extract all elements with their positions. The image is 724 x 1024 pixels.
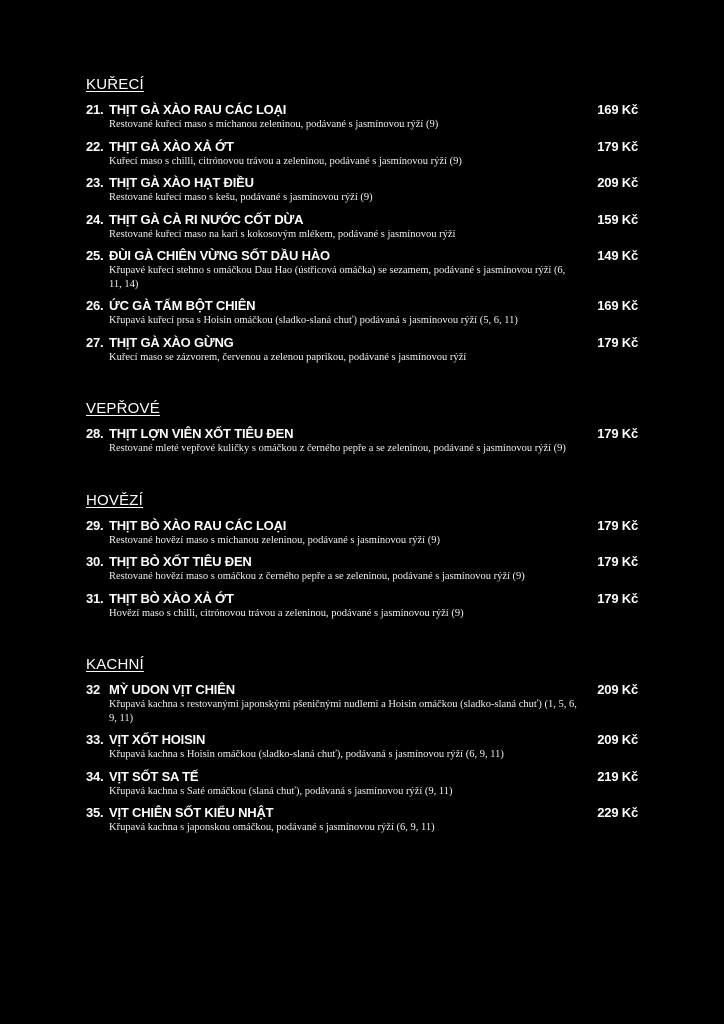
item-price: 169 Kč (597, 102, 638, 117)
section-title: VEPŘOVÉ (86, 400, 160, 417)
item-number: 31. (86, 590, 104, 606)
item-price: 179 Kč (597, 334, 638, 350)
menu-item (86, 175, 646, 205)
section-items (86, 518, 646, 621)
section-items (86, 426, 646, 456)
section-title: HOVĚZÍ (86, 491, 144, 509)
menu-item (86, 102, 646, 132)
item-name: VỊT CHIÊN SỐT KIỂU NHẬT (109, 805, 274, 820)
menu-section-0 (86, 76, 646, 364)
item-price: 149 Kč (597, 248, 638, 263)
menu-item (86, 298, 646, 328)
item-price: 229 Kč (597, 805, 638, 820)
menu-section-1 (86, 400, 646, 456)
item-number: 34. (86, 768, 104, 784)
menu-item (86, 426, 646, 456)
item-description: Kuřecí maso s chilli, citrónovou trávou a zeleninou, podávané s jasmínovou rýží (9) (109, 155, 462, 167)
item-number: 35. (86, 805, 104, 820)
item-name: THỊT GÀ CÀ RI NƯỚC CỐT DỪA (109, 211, 304, 227)
item-number: 21. (86, 102, 104, 117)
item-description: Hovězí maso s chilli, citrónovou trávou a zeleninou, podávané s jasmínovou rýží (9) (109, 607, 464, 619)
item-name: VỊT XỐT HOISIN (109, 732, 206, 747)
item-name: THỊT GÀ XÀO HẠT ĐIỀU (109, 175, 254, 190)
item-price: 179 Kč (597, 517, 638, 533)
item-price: 209 Kč (597, 732, 638, 747)
item-name: THỊT LỢN VIÊN XỐT TIÊU ĐEN (109, 426, 294, 441)
item-name: THỊT BÒ XÀO RAU CÁC LOẠI (109, 517, 287, 533)
item-price: 179 Kč (597, 426, 638, 441)
menu-item (86, 682, 646, 725)
menu-page (86, 76, 646, 871)
item-description: Křupavá kachna s japonskou omáčkou, podávané s jasmínovou rýží (6, 9, 11) (109, 822, 435, 833)
menu-item (86, 139, 646, 169)
item-number: 24. (86, 211, 104, 227)
item-number: 33. (86, 732, 104, 747)
section-items (86, 102, 646, 364)
item-description: Křupavá kachna s Saté omáčkou (slaná chuť), podávaná s jasmínovou rýží (9, 11) (109, 785, 453, 797)
item-price: 179 Kč (597, 138, 638, 154)
item-number: 25. (86, 248, 104, 263)
menu-item (86, 518, 646, 548)
item-name: THỊT BÒ XỐT TIÊU ĐEN (109, 554, 252, 569)
menu-item (86, 805, 646, 835)
menu-item (86, 335, 646, 365)
section-title: KACHNÍ (86, 656, 144, 673)
item-number: 28. (86, 426, 104, 441)
item-description: Restované kuřecí maso s kešu, podávané s jasmínovou rýží (9) (109, 192, 373, 203)
item-name: THỊT BÒ XÀO XẢ ỚT (109, 590, 234, 606)
item-number: 27. (86, 334, 104, 350)
menu-section-2 (86, 492, 646, 621)
section-title: KUŘECÍ (86, 76, 144, 93)
menu-item (86, 732, 646, 762)
menu-item (86, 212, 646, 242)
item-description: Kuřecí maso se zázvorem, červenou a zelenou paprikou, podávané s jasmínovou rýží (109, 351, 467, 363)
item-price: 209 Kč (597, 682, 638, 697)
item-description: Restované mleté vepřové kuličky s omáčkou z černého pepře a se zeleninou, podávané s jasmínovou rýží (9) (109, 443, 566, 454)
item-description: Restované hovězí maso s omáčkou z černého pepře a se zeleninou, podávané s jasmínovou rýží (9) (109, 571, 525, 582)
item-number: 30. (86, 554, 104, 569)
item-price: 169 Kč (597, 298, 638, 313)
section-items (86, 682, 646, 835)
item-price: 159 Kč (597, 211, 638, 227)
item-number: 23. (86, 175, 104, 190)
menu-item (86, 591, 646, 621)
menu-item (86, 554, 646, 584)
item-description: Restované kuřecí maso na kari s kokosovým mlékem, podávané s jasmínovou rýží (109, 228, 456, 240)
item-description: Křupavá kuřecí prsa s Hoisin omáčkou (sladko-slaná chuť) podávaná s jasmínovou rýží (5, 6, 11) (109, 315, 518, 326)
item-name: ỨC GÀ TẨM BỘT CHIÊN (109, 298, 256, 313)
item-description: Restované kuřecí maso s míchanou zeleninou, podávané s jasmínovou rýží (9) (109, 119, 439, 130)
item-name: THỊT GÀ XÀO RAU CÁC LOẠI (109, 102, 287, 117)
menu-item (86, 248, 646, 291)
item-price: 209 Kč (597, 175, 638, 190)
item-description: Restované hovězí maso s míchanou zeleninou, podávané s jasmínovou rýží (9) (109, 534, 440, 546)
item-name: ĐÙI GÀ CHIÊN VỪNG SỐT DẦU HÀO (109, 248, 330, 263)
item-price: 179 Kč (597, 590, 638, 606)
item-name: THỊT GÀ XÀO GỪNG (109, 334, 234, 350)
item-number: 29. (86, 517, 104, 533)
item-number: 32 (86, 682, 101, 697)
item-name: THỊT GÀ XÀO XẢ ỚT (109, 138, 234, 154)
item-price: 179 Kč (597, 554, 638, 569)
item-description: Křupavá kachna s restovanými japonskými pšeničnými nudlemi a Hoisin omáčkou (sladko-slaná chuť) (1, 5, 6, 9, 11) (109, 699, 577, 724)
item-number: 26. (86, 298, 104, 313)
item-number: 22. (86, 138, 104, 154)
menu-item (86, 769, 646, 799)
item-description: Křupavá kachna s Hoisin omáčkou (sladko-slaná chuť), podávaná s jasmínovou rýží (6, 9, 11) (109, 749, 504, 760)
item-price: 219 Kč (597, 768, 638, 784)
item-name: VỊT SỐT SA TẾ (109, 768, 199, 784)
menu-section-3 (86, 656, 646, 835)
item-name: MỲ UDON VỊT CHIÊN (109, 682, 235, 697)
item-description: Křupavé kuřecí stehno s omáčkou Dau Hao (ústřicová omáčka) se sezamem, podávané s jasmínovou rýží (6, 11, 14) (109, 265, 566, 290)
